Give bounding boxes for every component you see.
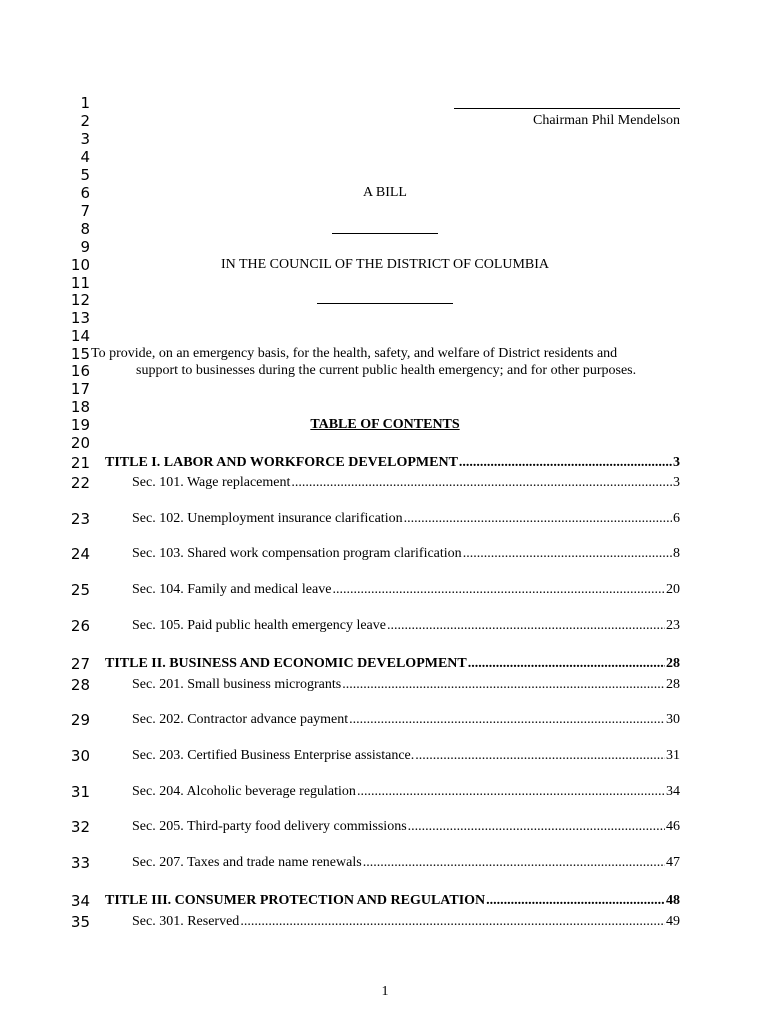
toc-entry-page: 20: [666, 582, 680, 597]
line-number: 3: [80, 130, 90, 148]
line-number: 18: [70, 398, 90, 416]
line-number: 1: [80, 94, 90, 112]
toc-entry-page: 47: [666, 855, 680, 870]
toc-entry-label: TITLE I. LABOR AND WORKFORCE DEVELOPMENT: [105, 455, 458, 470]
toc-leader-dots: [342, 676, 665, 694]
toc-entry-label: Sec. 204. Alcoholic beverage regulation: [132, 784, 356, 799]
toc-entry-label: Sec. 102. Unemployment insurance clarification: [132, 511, 403, 526]
line-number: 5: [80, 166, 90, 184]
line-number: 23: [70, 510, 90, 528]
toc-leader-dots: [291, 474, 672, 492]
council-rule: [317, 303, 453, 304]
toc-section-entry[interactable]: [132, 818, 680, 836]
toc-section-entry[interactable]: [132, 474, 680, 492]
toc-leader-dots: [357, 783, 665, 801]
line-number: 27: [70, 655, 90, 673]
toc-section-entry[interactable]: [132, 783, 680, 801]
line-number: 30: [70, 747, 90, 765]
toc-heading: TABLE OF CONTENTS: [310, 417, 460, 432]
toc-title-entry[interactable]: [105, 655, 680, 673]
line-number: 17: [70, 380, 90, 398]
line-number: 9: [80, 238, 90, 256]
line-number: 35: [70, 913, 90, 931]
toc-entry-page: 3: [673, 455, 680, 470]
line-number: 12: [70, 291, 90, 309]
page-number: 1: [381, 984, 389, 999]
purpose-line-1: To provide, on an emergency basis, for the health, safety, and welfare of District residents and: [91, 346, 618, 361]
line-number: 13: [70, 309, 90, 327]
line-number: 31: [70, 783, 90, 801]
toc-entry-page: 30: [666, 712, 680, 727]
toc-leader-dots: [415, 747, 665, 765]
line-number: 21: [70, 454, 90, 472]
toc-entry-page: 49: [666, 914, 680, 929]
toc-entry-page: 34: [666, 784, 680, 799]
line-number: 20: [70, 434, 90, 452]
toc-entry-label: Sec. 101. Wage replacement: [132, 475, 291, 490]
toc-section-entry[interactable]: [132, 510, 680, 528]
line-number: 15: [70, 345, 90, 363]
toc-entry-label: Sec. 104. Family and medical leave: [132, 582, 332, 597]
line-number: 33: [70, 854, 90, 872]
toc-entry-page: 28: [666, 677, 680, 692]
toc-leader-dots: [463, 545, 672, 563]
toc-entry-page: 28: [666, 656, 680, 671]
line-number: 8: [80, 220, 90, 238]
toc-section-entry[interactable]: [132, 581, 680, 599]
toc-leader-dots: [404, 510, 672, 528]
line-number: 6: [80, 184, 90, 202]
toc-section-entry[interactable]: [132, 854, 680, 872]
line-number: 7: [80, 202, 90, 220]
toc-leader-dots: [408, 818, 665, 836]
toc-entry-page: 48: [666, 893, 680, 908]
toc-entry-label: TITLE II. BUSINESS AND ECONOMIC DEVELOPMENT: [105, 656, 467, 671]
toc-section-entry[interactable]: [132, 913, 680, 931]
bill-label: A BILL: [363, 185, 407, 200]
toc-leader-dots: [387, 617, 665, 635]
line-number: 14: [70, 327, 90, 345]
toc-leader-dots: [459, 454, 672, 472]
toc-section-entry[interactable]: [132, 617, 680, 635]
line-number: 26: [70, 617, 90, 635]
toc-entry-label: TITLE III. CONSUMER PROTECTION AND REGULATION: [105, 893, 486, 908]
toc-title-entry[interactable]: [105, 892, 680, 910]
line-number: 16: [70, 362, 90, 380]
toc-leader-dots: [486, 892, 665, 910]
toc-title-entry[interactable]: [105, 454, 680, 472]
council-name: IN THE COUNCIL OF THE DISTRICT OF COLUMBIA: [220, 257, 550, 272]
toc-entry-label: Sec. 207. Taxes and trade name renewals: [132, 855, 362, 870]
toc-entry-label: Sec. 203. Certified Business Enterprise assistance.: [132, 748, 415, 763]
toc-entry-label: Sec. 301. Reserved: [132, 914, 240, 929]
line-number: 34: [70, 892, 90, 910]
toc-leader-dots: [468, 655, 665, 673]
toc-section-entry[interactable]: [132, 545, 680, 563]
signature-line: [454, 108, 680, 109]
toc-entry-page: 6: [673, 511, 680, 526]
sponsor-name: Chairman Phil Mendelson: [533, 113, 680, 128]
toc-section-entry[interactable]: [132, 711, 680, 729]
toc-entry-label: Sec. 103. Shared work compensation program clarification: [132, 546, 462, 561]
toc-entry-label: Sec. 105. Paid public health emergency leave: [132, 618, 386, 633]
line-number: 4: [80, 148, 90, 166]
line-number: 19: [70, 416, 90, 434]
toc-entry-label: Sec. 205. Third-party food delivery commissions: [132, 819, 407, 834]
toc-entry-page: 46: [666, 819, 680, 834]
toc-entry-page: 31: [666, 748, 680, 763]
line-number: 10: [70, 256, 90, 274]
toc-leader-dots: [363, 854, 665, 872]
line-number: 25: [70, 581, 90, 599]
toc-entry-label: Sec. 201. Small business microgrants: [132, 677, 342, 692]
purpose-line-2: support to businesses during the current public health emergency; and for other purposes.: [136, 363, 637, 378]
toc-leader-dots: [240, 913, 665, 931]
line-number: 32: [70, 818, 90, 836]
line-number: 24: [70, 545, 90, 563]
line-number: 2: [80, 112, 90, 130]
line-number: 22: [70, 474, 90, 492]
line-number: 29: [70, 711, 90, 729]
toc-leader-dots: [332, 581, 665, 599]
toc-leader-dots: [349, 711, 665, 729]
line-number: 11: [70, 274, 90, 292]
toc-section-entry[interactable]: [132, 676, 680, 694]
line-number: 28: [70, 676, 90, 694]
toc-section-entry[interactable]: [132, 747, 680, 765]
toc-entry-page: 3: [673, 475, 680, 490]
toc-entry-page: 23: [666, 618, 680, 633]
toc-entry-page: 8: [673, 546, 680, 561]
toc-entry-label: Sec. 202. Contractor advance payment: [132, 712, 349, 727]
bill-rule: [332, 233, 438, 234]
